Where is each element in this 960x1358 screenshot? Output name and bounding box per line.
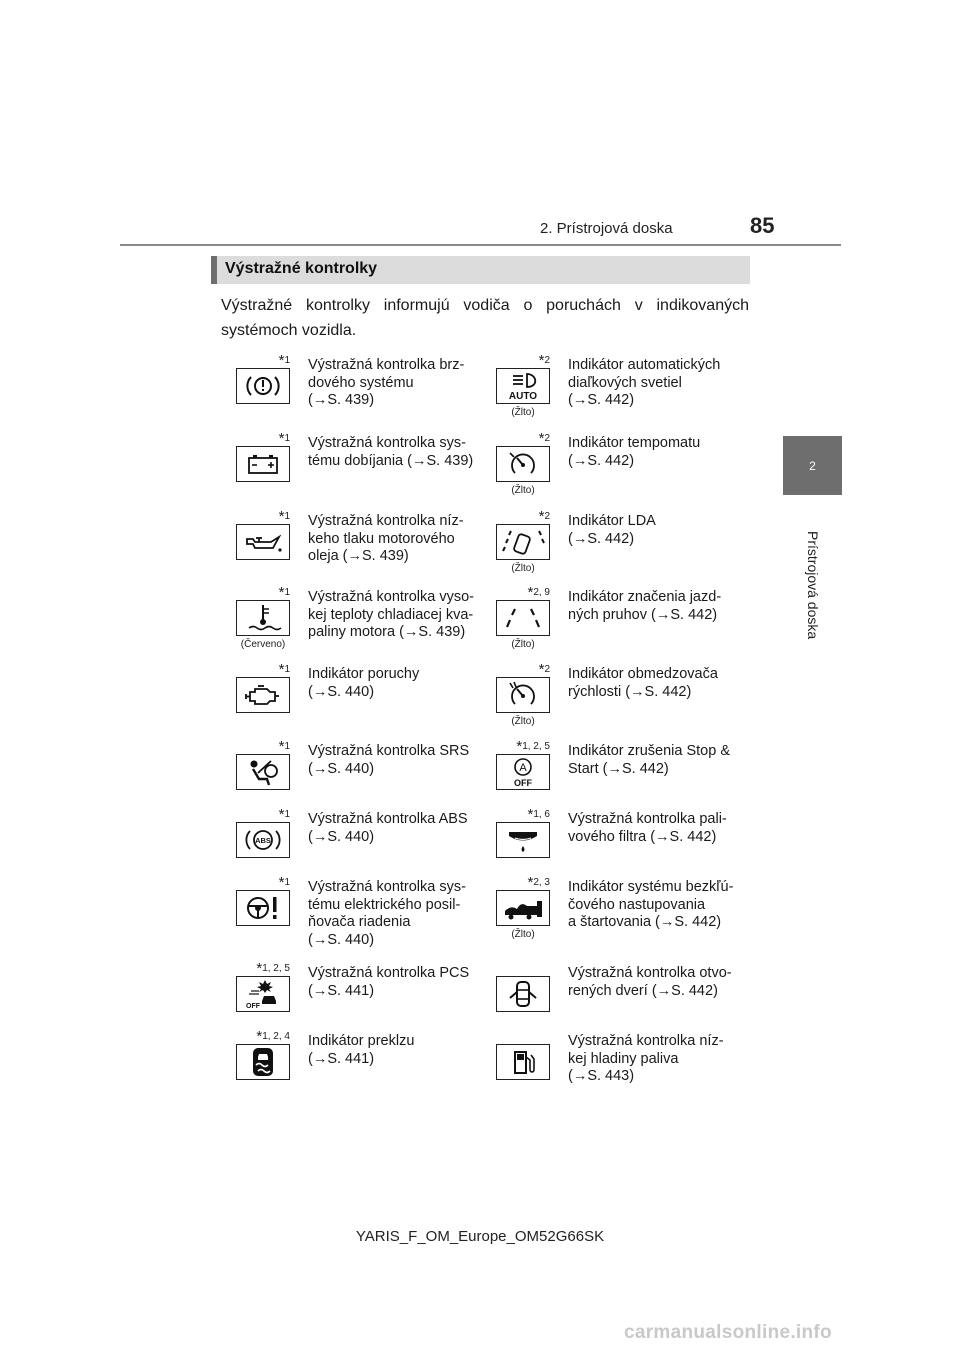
footnote-marker: *1 <box>278 430 290 447</box>
lda-icon <box>501 527 545 557</box>
section-heading-bar <box>211 256 750 284</box>
coolant-temp-icon <box>241 603 285 633</box>
chapter-tab-label: Prístrojová doska <box>805 531 821 640</box>
icon-box <box>496 446 550 482</box>
icon-box <box>496 754 550 790</box>
entry-description: Výstražná kontrolka brz- dového systému (→S. 439) <box>308 357 465 408</box>
icon-box <box>236 677 290 713</box>
low-fuel-icon <box>501 1047 545 1077</box>
speed-limiter-icon <box>501 680 545 710</box>
entry-description: Výstražná kontrolka PCS (→S. 441) <box>308 965 470 999</box>
auto-high-beam-icon <box>501 371 545 401</box>
indicator-color-label: (Žlto) <box>511 563 535 574</box>
icon-box <box>236 976 290 1012</box>
icon-box <box>496 1044 550 1080</box>
entry-description: Indikátor zrušenia Stop & Start (→S. 442) <box>568 743 731 777</box>
footnote-marker: *2 <box>538 430 550 447</box>
icon-box <box>236 754 290 790</box>
intro-paragraph: Výstražné kontrolky informujú vodiča o poruchách v indikovaných systémoch vozidla. <box>221 297 749 339</box>
footnote-marker: *2, 3 <box>527 874 550 891</box>
footnote-marker: *1, 2, 4 <box>256 1028 290 1045</box>
footnote-marker: *1 <box>278 584 290 601</box>
smart-key-icon <box>501 893 545 923</box>
indicator-color-label: (Žlto) <box>511 407 535 418</box>
footnote-marker: *1 <box>278 738 290 755</box>
entry-description: Výstražná kontrolka níz- keho tlaku motorového oleja (→S. 439) <box>308 513 464 564</box>
svg-text:OFF: OFF <box>514 778 532 787</box>
entry-description: Výstražná kontrolka sys- tému dobíjania (→S. 439) <box>308 435 474 469</box>
svg-text:AUTO: AUTO <box>508 391 538 401</box>
icon-box <box>236 600 290 636</box>
footnote-marker: *1 <box>278 352 290 369</box>
entry-description: Indikátor značenia jazd- ných pruhov (→S. 442) <box>568 589 722 623</box>
svg-text:OFF: OFF <box>246 1003 260 1009</box>
document-footer-code: YARIS_F_OM_Europe_OM52G66SK <box>355 1228 605 1245</box>
icon-box <box>236 524 290 560</box>
footnote-marker: *1, 6 <box>527 806 550 823</box>
page-number: 85 <box>750 213 775 238</box>
abs-icon <box>241 825 285 855</box>
indicator-color-label: (Žlto) <box>511 639 535 650</box>
chapter-tab-number: 2 <box>809 458 816 473</box>
icon-box <box>236 446 290 482</box>
footnote-marker: *2 <box>538 352 550 369</box>
entry-description: Indikátor systému bezkľú- čového nastupovania a štartovania (→S. 442) <box>568 879 734 930</box>
oil-pressure-icon <box>241 527 285 557</box>
icon-box <box>496 890 550 926</box>
indicator-color-label: (Žlto) <box>511 929 535 940</box>
footnote-marker: *1 <box>278 874 290 891</box>
stop-start-off-icon <box>501 757 545 787</box>
entry-description: Výstražná kontrolka níz- kej hladiny paliva (→S. 443) <box>568 1033 724 1084</box>
entry-description: Indikátor poruchy (→S. 440) <box>308 666 420 700</box>
header-section-title: 2. Prístrojová doska <box>540 220 673 237</box>
slip-indicator-icon <box>241 1047 285 1077</box>
entry-description: Indikátor preklzu (→S. 441) <box>308 1033 415 1067</box>
chapter-tab <box>783 436 842 495</box>
section-heading-accent <box>211 256 217 284</box>
pcs-off-icon <box>241 979 285 1009</box>
footnote-marker: *1, 2, 5 <box>516 738 550 755</box>
footnote-marker: *2 <box>538 661 550 678</box>
cruise-control-icon <box>501 449 545 479</box>
footnote-marker: *1, 2, 5 <box>256 960 290 977</box>
entry-description: Výstražná kontrolka pali- vového filtra (→S. 442) <box>568 811 727 845</box>
section-heading: Výstražné kontrolky <box>225 260 378 277</box>
indicator-color-label: (Žlto) <box>511 716 535 727</box>
entry-description: Výstražná kontrolka SRS (→S. 440) <box>308 743 470 777</box>
entry-description: Výstražná kontrolka sys- tému elektrického posil- ňovača riadenia (→S. 440) <box>308 879 466 948</box>
footnote-marker: *1 <box>278 661 290 678</box>
footnote-marker: *1 <box>278 508 290 525</box>
battery-icon <box>241 449 285 479</box>
watermark: carmanualsonline.info <box>624 1322 832 1343</box>
door-open-icon <box>501 979 545 1009</box>
brake-warning-icon <box>241 371 285 401</box>
entry-description: Indikátor tempomatu (→S. 442) <box>568 435 701 469</box>
entry-description: Indikátor automatických diaľkových svetiel (→S. 442) <box>568 357 721 408</box>
entry-description: Indikátor obmedzovača rýchlosti (→S. 442) <box>568 666 718 700</box>
icon-box <box>236 1044 290 1080</box>
srs-airbag-icon <box>241 757 285 787</box>
entry-description: Indikátor LDA (→S. 442) <box>568 513 656 547</box>
icon-box <box>496 677 550 713</box>
lane-markings-icon <box>501 603 545 633</box>
fuel-filter-icon <box>501 825 545 855</box>
power-steering-icon <box>241 893 285 923</box>
icon-box <box>236 822 290 858</box>
indicator-color-label: (Červeno) <box>240 639 286 650</box>
header-divider <box>120 244 841 246</box>
svg-text:ABS: ABS <box>255 836 271 845</box>
icon-box <box>236 890 290 926</box>
footnote-marker: *2, 9 <box>527 584 550 601</box>
indicator-color-label: (Žlto) <box>511 485 535 496</box>
footnote-marker: *1 <box>278 806 290 823</box>
icon-box <box>496 822 550 858</box>
footnote-marker: *2 <box>538 508 550 525</box>
svg-text:A: A <box>519 762 527 774</box>
icon-box <box>236 368 290 404</box>
icon-box <box>496 524 550 560</box>
entry-description: Výstražná kontrolka otvo- rených dverí (→S. 442) <box>568 965 732 999</box>
check-engine-icon <box>241 680 285 710</box>
icon-box <box>496 976 550 1012</box>
icon-box <box>496 600 550 636</box>
entry-description: Výstražná kontrolka ABS (→S. 440) <box>308 811 468 845</box>
entry-description: Výstražná kontrolka vyso- kej teploty chladiacej kva- paliny motora (→S. 439) <box>308 589 475 640</box>
icon-box <box>496 368 550 404</box>
